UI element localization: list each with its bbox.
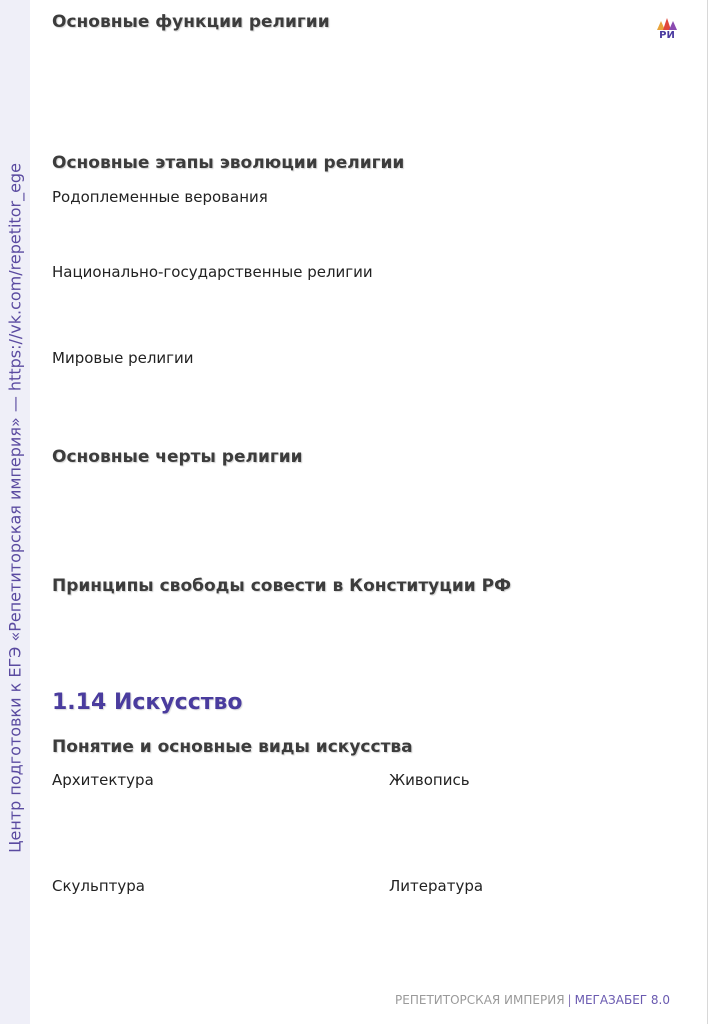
footer-separator: | bbox=[567, 993, 572, 1007]
footer-brand: РЕПЕТИТОРСКАЯ ИМПЕРИЯ bbox=[395, 993, 565, 1007]
crown-icon bbox=[656, 18, 678, 30]
footer bbox=[395, 993, 670, 1007]
art-item: Живопись bbox=[389, 771, 470, 789]
heading-functions: Основные функции религии bbox=[52, 12, 330, 32]
heading-freedom: Принципы свободы совести в Конституции РФ bbox=[52, 576, 511, 596]
logo-text: РИ bbox=[659, 30, 675, 41]
art-item: Архитектура bbox=[52, 771, 154, 789]
evolution-item: Национально-государственные религии bbox=[52, 263, 373, 281]
heading-features: Основные черты религии bbox=[52, 447, 303, 467]
art-item: Литература bbox=[389, 877, 484, 895]
art-item: Скульптура bbox=[52, 877, 145, 895]
evolution-item: Мировые религии bbox=[52, 349, 194, 367]
sidebar-caption: Центр подготовки к ЕГЭ «Репетиторская империя» — https://vk.com/repetitor_ege bbox=[5, 163, 25, 853]
heading-evolution: Основные этапы эволюции религии bbox=[52, 153, 405, 173]
sidebar bbox=[0, 0, 30, 1024]
evolution-item: Родоплеменные верования bbox=[52, 188, 268, 206]
footer-event: МЕГАЗАБЕГ 8.0 bbox=[574, 993, 670, 1007]
heading-art-types: Понятие и основные виды искусства bbox=[52, 737, 413, 757]
section-title: 1.14 Искусство bbox=[52, 690, 243, 715]
logo bbox=[656, 18, 678, 44]
